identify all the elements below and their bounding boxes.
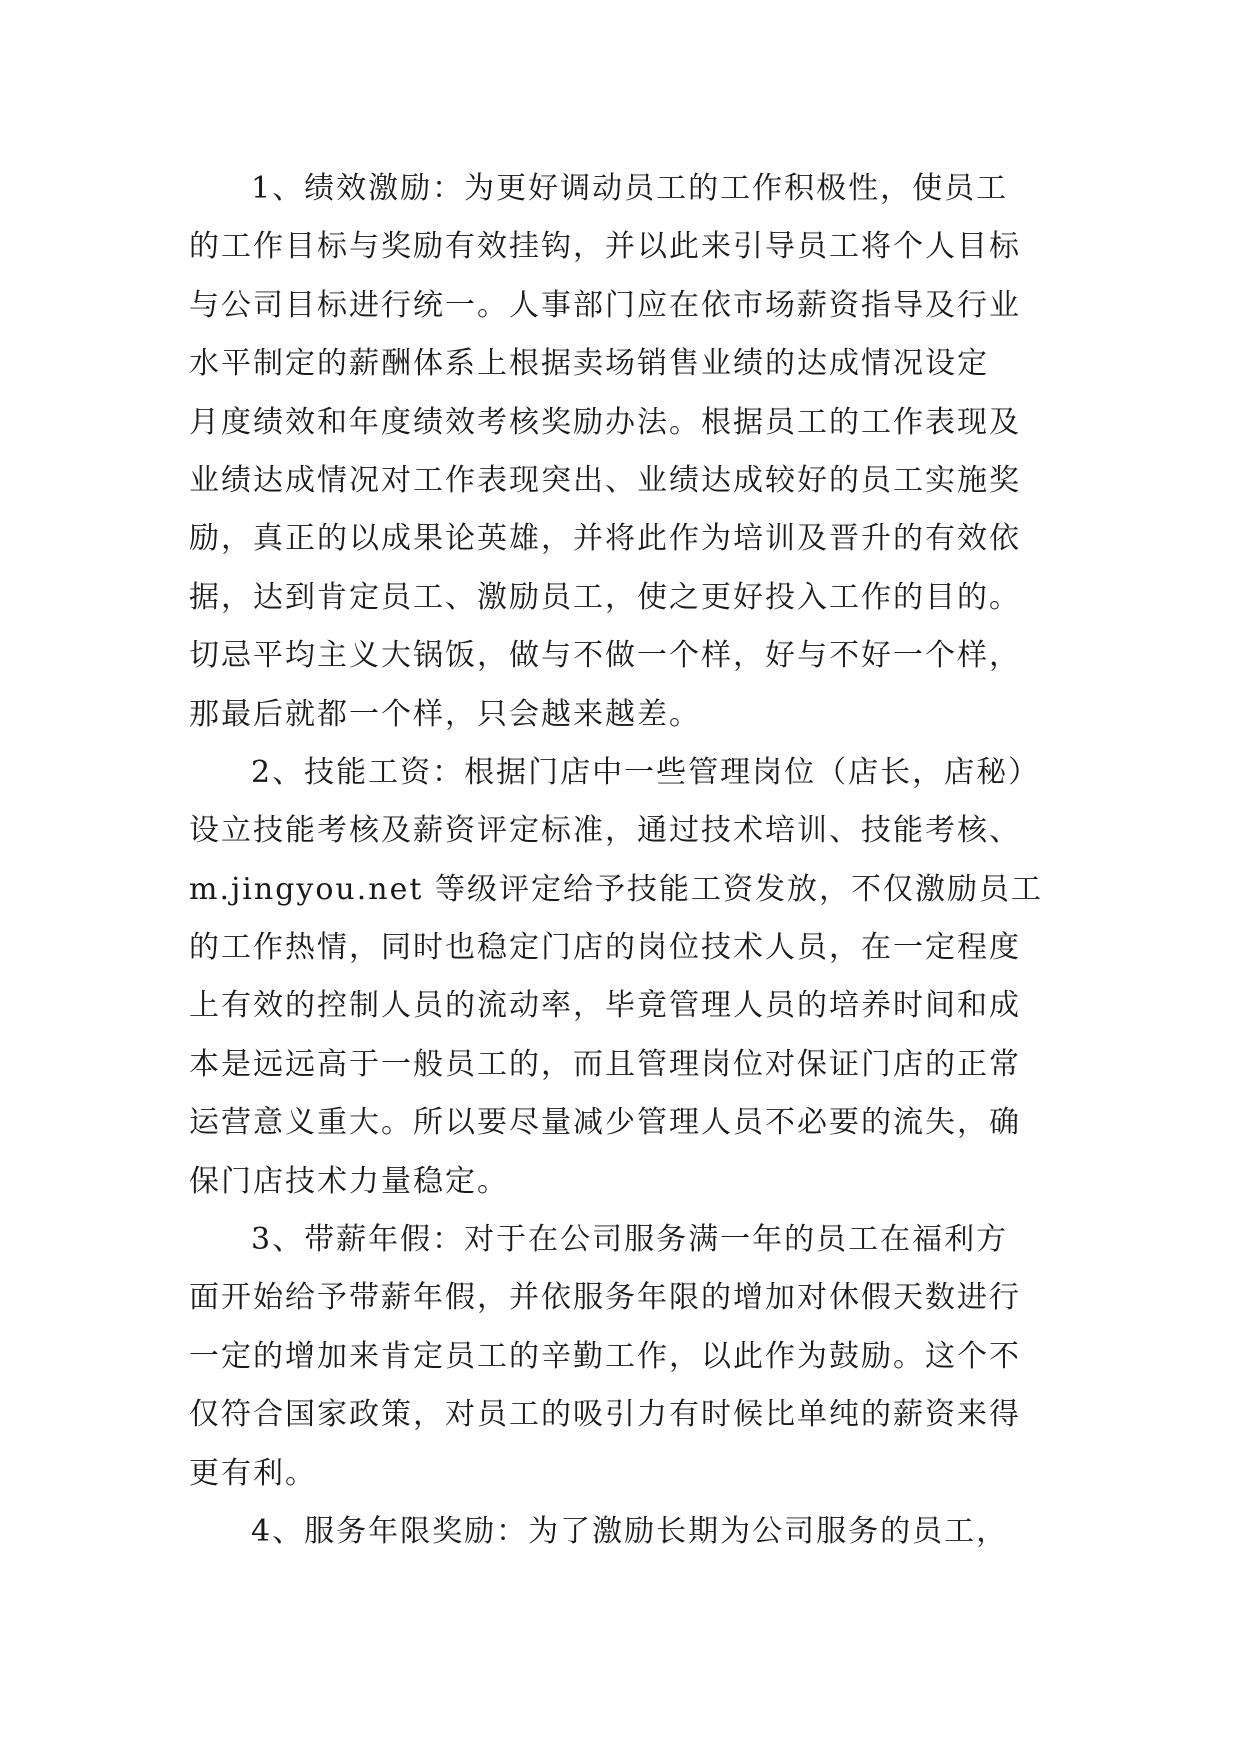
text-line: 本是远远高于一般员工的，而且管理岗位对保证门店的正常 — [189, 1046, 1021, 1082]
text-line: 设立技能考核及薪资评定标准，通过技术培训、技能考核、 — [189, 813, 1021, 849]
text-line: 的工作热情，同时也稳定门店的岗位技术人员，在一定程度 — [189, 930, 1021, 966]
text-line: 业绩达成情况对工作表现突出、业绩达成较好的员工实施奖 — [189, 462, 1021, 498]
document-body — [189, 160, 1069, 1561]
text-line: 据，达到肯定员工、激励员工，使之更好投入工作的目的。 — [189, 579, 1021, 615]
text-line: 4、服务年限奖励：为了激励长期为公司服务的员工， — [251, 1513, 1009, 1549]
text-line: 那最后就都一个样，只会越来越差。 — [189, 696, 701, 732]
text-line: 上有效的控制人员的流动率，毕竟管理人员的培养时间和成 — [189, 988, 1021, 1024]
text-line: 仅符合国家政策，对员工的吸引力有时候比单纯的薪资来得 — [189, 1397, 1021, 1433]
paragraph-performance-incentive — [189, 160, 1069, 744]
text-line: 月度绩效和年度绩效考核奖励办法。根据员工的工作表现及 — [189, 404, 1021, 440]
text-line: 面开始给予带薪年假，并依服务年限的增加对休假天数进行 — [189, 1280, 1021, 1316]
paragraph-paid-leave — [189, 1211, 1069, 1503]
text-line: 1、绩效激励：为更好调动员工的工作积极性，使员工 — [251, 171, 1009, 206]
text-line: 一定的增加来肯定员工的辛勤工作，以此作为鼓励。这个不 — [189, 1338, 1021, 1374]
text-line: 2、技能工资：根据门店中一些管理岗位（店长，店秘） — [251, 754, 1041, 790]
text-line: m.jingyou.net 等级评定给予技能工资发放，不仅激励员工 — [189, 871, 1043, 907]
text-line: 保门店技术力量稳定。 — [189, 1163, 509, 1199]
paragraph-service-years-award — [189, 1503, 1069, 1561]
paragraph-skill-wage — [189, 744, 1069, 1211]
text-line: 与公司目标进行统一。人事部门应在依市场薪资指导及行业 — [189, 287, 1021, 323]
text-line: 更有利。 — [189, 1455, 317, 1491]
text-line: 切忌平均主义大锅饭，做与不做一个样，好与不好一个样， — [189, 638, 1021, 674]
text-line: 励，真正的以成果论英雄，并将此作为培训及晋升的有效依 — [189, 521, 1021, 557]
text-line: 运营意义重大。所以要尽量减少管理人员不必要的流失，确 — [189, 1105, 1021, 1141]
text-line: 水平制定的薪酬体系上根据卖场销售业绩的达成情况设定 — [189, 346, 989, 382]
text-line: 3、带薪年假：对于在公司服务满一年的员工在福利方 — [251, 1222, 1009, 1258]
text-line: 的工作目标与奖励有效挂钩，并以此来引导员工将个人目标 — [189, 229, 1021, 265]
